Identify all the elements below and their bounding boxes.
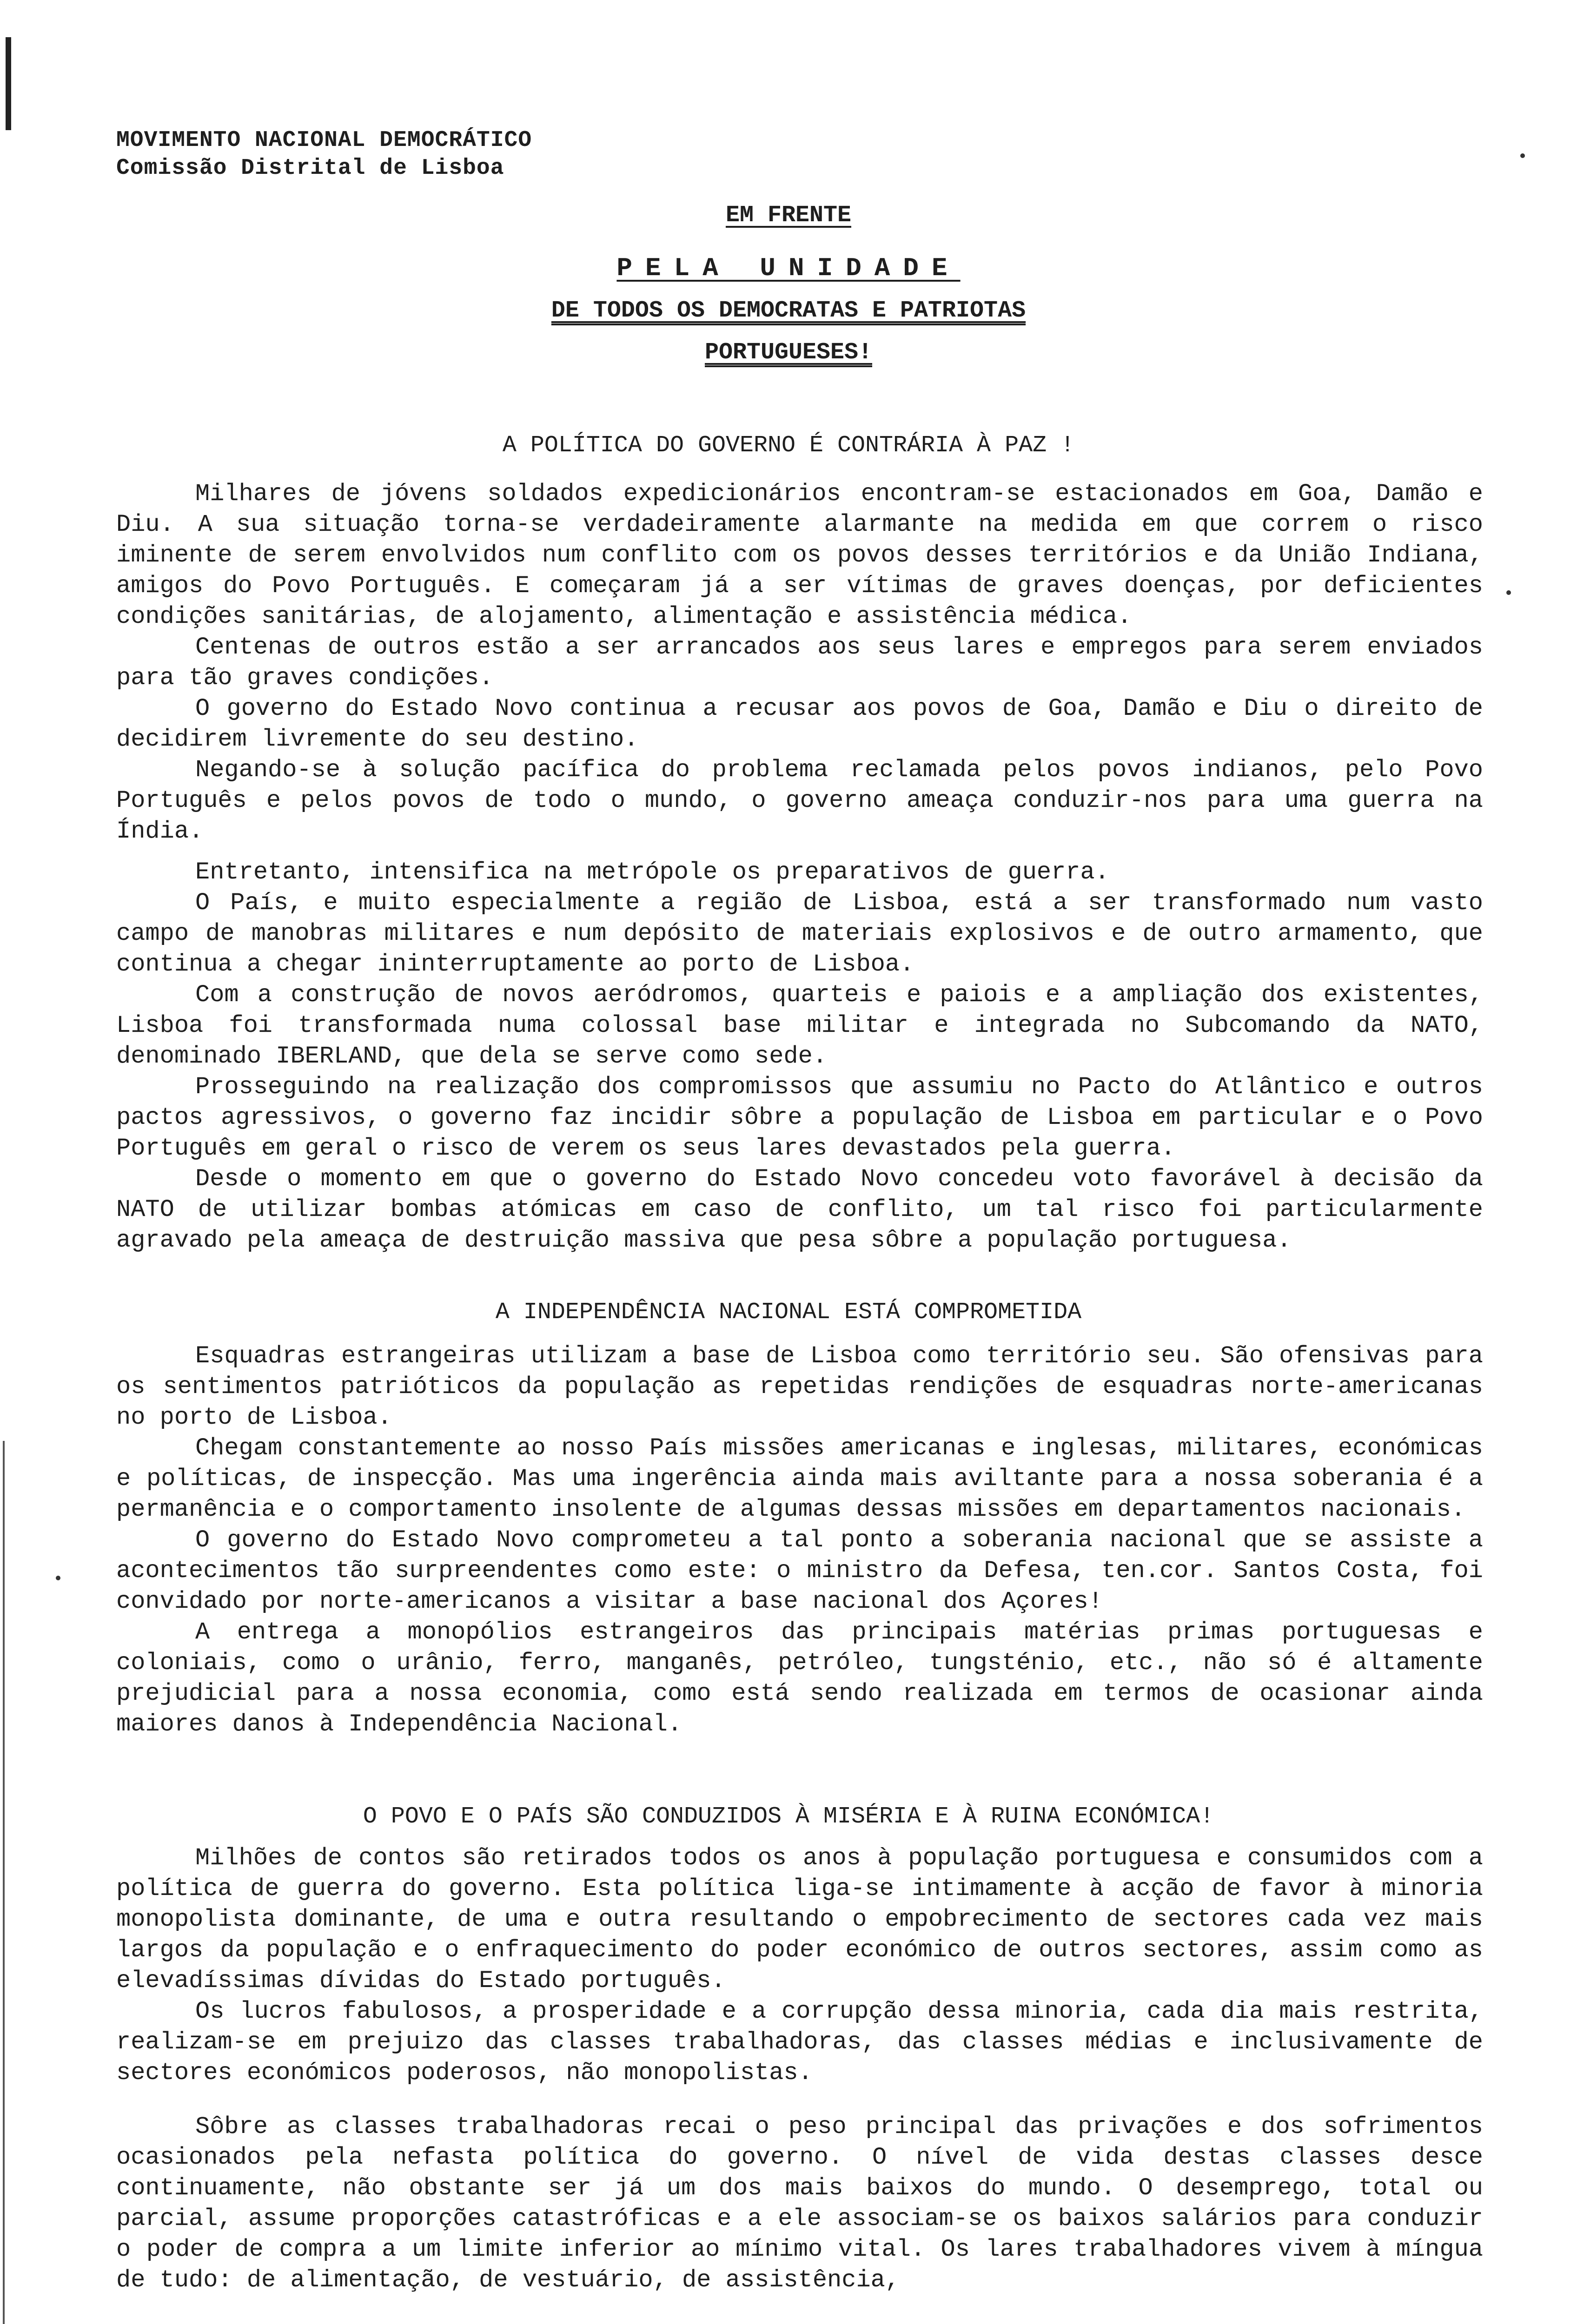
organization-name: MOVIMENTO NACIONAL DEMOCRÁTICO [116, 128, 532, 153]
binding-mark-top [6, 37, 11, 130]
left-edge-line [3, 1441, 5, 2324]
committee-name: Comissão Distrital de Lisboa [116, 156, 504, 181]
paragraph: Negando-se à solução pacífica do problema reclamada pelos povos indianos, pelo Povo Português e pelos povos de todo o mundo, o governo ameaça conduzir-nos para uma guerra na Índia. [116, 756, 1483, 845]
speck [1506, 590, 1511, 595]
paragraph: Desde o momento em que o governo do Estado Novo concedeu voto favorável à decisão da NATO de utilizar bombas atómicas em caso de conflito, um tal risco foi particularmente agravado pela ameaça de destruição massiva que pesa sôbre a população portuguesa. [116, 1165, 1483, 1254]
title-line-4: PORTUGUESES! [704, 339, 873, 366]
paragraph: Esquadras estrangeiras utilizam a base de Lisboa como território seu. São ofensivas para os sentimentos patrióticos da população as repetidas rendições de esquadras norte-americanas no porto de Lisboa. [116, 1342, 1483, 1431]
section-3-body [116, 1843, 1483, 2296]
section-heading: A INDEPENDÊNCIA NACIONAL ESTÁ COMPROMETIDA [495, 1299, 1082, 1326]
section-2-body [116, 1341, 1483, 1740]
title-line-3: DE TODOS OS DEMOCRATAS E PATRIOTAS [551, 297, 1026, 324]
speck [56, 1576, 60, 1580]
paragraph: Prosseguindo na realização dos compromissos que assumiu no Pacto do Atlântico e outros pactos agressivos, o governo faz incidir sôbre a população de Lisboa em particular e o Povo Português em geral o risco de verem os seus lares devastados pela guerra. [116, 1073, 1483, 1162]
section-heading: A POLÍTICA DO GOVERNO É CONTRÁRIA À PAZ ! [502, 432, 1075, 459]
paragraph: Chegam constantemente ao nosso País missões americanas e inglesas, militares, económicas e políticas, de inspecção. Mas uma ingerência ainda mais aviltante para a nossa soberania é a permanência e o comportamento insolente de algumas dessas missões em departamentos nacionais. [116, 1434, 1483, 1523]
paragraph: A entrega a monopólios estrangeiros das principais matérias primas portuguesas e coloniais, como o urânio, ferro, manganês, petróleo, tungsténio, etc., não só é altamente prejudicial para a nossa economia, como está sendo realizada em termos de ocasionar ainda maiores danos à Independência Nacional. [116, 1618, 1483, 1738]
paragraph: Os lucros fabulosos, a prosperidade e a corrupção dessa minoria, cada dia mais restrita, realizam-se em prejuizo das classes trabalhadoras, das classes médias e inclusivamente de sectores económicos poderosos, não monopolistas. [116, 1998, 1483, 2086]
speck [1520, 153, 1525, 158]
paragraph: Entretanto, intensifica na metrópole os preparativos de guerra. [195, 858, 1109, 886]
section-heading: O POVO E O PAÍS SÃO CONDUZIDOS À MISÉRIA E À RUINA ECONÓMICA! [363, 1803, 1214, 1830]
paragraph: O governo do Estado Novo continua a recusar aos povos de Goa, Damão e Diu o direito de decidirem livremente do seu destino. [116, 695, 1483, 753]
paragraph: O País, e muito especialmente a região de Lisboa, está a ser transformado num vasto campo de manobras militares e num depósito de materiais explosivos e de outro armamento, que continua a chegar ininterruptamente ao porto de Lisboa. [116, 889, 1483, 978]
section-1-body [116, 479, 1483, 1256]
paragraph: Milhões de contos são retirados todos os anos à população portuguesa e consumidos com a política de guerra do governo. Esta política liga-se intimamente à acção de favor à minoria monopolista dominante, de uma e outra resultando o empobrecimento de sectores cada vez mais largos da população e o enfraquecimento do poder económico de outros sectores, assim como as elevadíssimas dívidas do Estado português. [116, 1844, 1483, 1994]
paragraph: Sôbre as classes trabalhadoras recai o peso principal das privações e dos sofrimentos ocasionados pela nefasta política do governo. O nível de vida destas classes desce continuamente, não obstante ser já um dos mais baixos do mundo. O desemprego, total ou parcial, assume proporções catastróficas e a ele associam-se os baixos salários para conduzir o poder de compra a um limite inferior ao mínimo vital. Os lares trabalhadores vivem à míngua de tudo: de alimentação, de vestuário, de assistência, [116, 2113, 1483, 2294]
paragraph: Centenas de outros estão a ser arrancados aos seus lares e empregos para serem enviados para tão graves condições. [116, 634, 1483, 692]
paragraph: O governo do Estado Novo comprometeu a tal ponto a soberania nacional que se assiste a acontecimentos tão surpreendentes como este: o ministro da Defesa, ten.cor. Santos Costa, foi convidado por norte-americanos a visitar a base nacional dos Açores! [116, 1526, 1483, 1615]
title-line-2: PELA UNIDADE [616, 253, 961, 283]
paragraph: Milhares de jóvens soldados expedicionários encontram-se estacionados em Goa, Damão e Diu. A sua situação torna-se verdadeiramente alarmante na medida em que correm o risco iminente de serem envolvidos num conflito com os povos desses territórios e da União Indiana, amigos do Povo Português. E começaram já a ser vítimas de graves doenças, por deficientes condições sanitárias, de alojamento, alimentação e assistência médica. [116, 480, 1483, 630]
paragraph: Com a construção de novos aeródromos, quarteis e paiois e a ampliação dos existentes, Lisboa foi transformada numa colossal base militar e integrada no Subcomando da NATO, denominado IBERLAND, que dela se serve como sede. [116, 981, 1483, 1070]
title-line-1: EM FRENTE [725, 202, 852, 229]
